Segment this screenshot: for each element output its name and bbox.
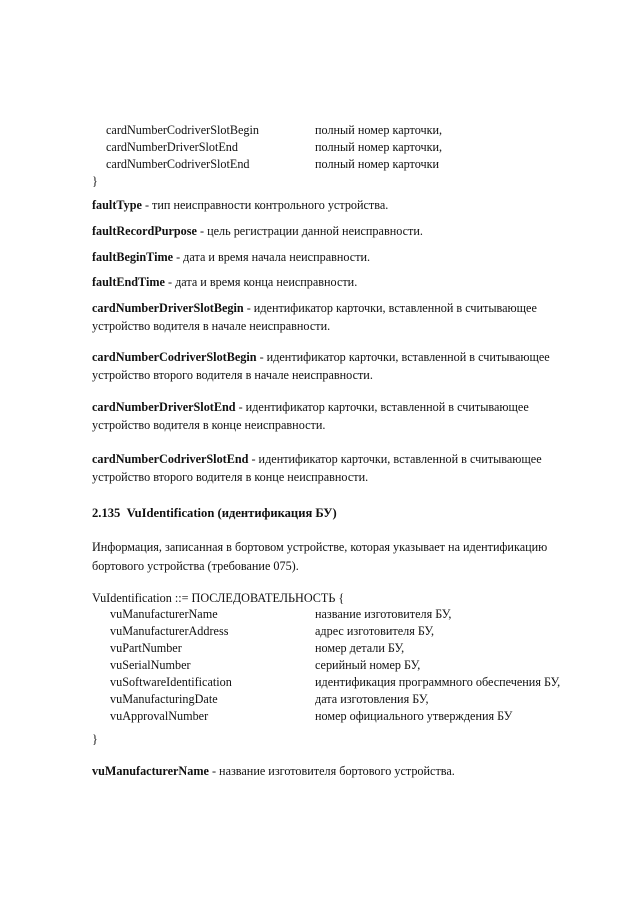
sequence-item <box>0 623 640 640</box>
definition-text: - идентификатор карточки, вставленной в считывающее <box>243 301 537 315</box>
definition-text-continued: устройство второго водителя в начале неисправности. <box>92 368 373 382</box>
definition-term: faultType <box>92 198 142 212</box>
field-name: vuPartNumber <box>110 641 182 655</box>
definition-paragraph <box>92 197 592 214</box>
definition-term: cardNumberCodriverSlotEnd <box>92 452 249 466</box>
definition-paragraph <box>92 249 592 266</box>
field-name: vuSerialNumber <box>110 658 191 672</box>
definition-text: - дата и время начала неисправности. <box>173 250 371 264</box>
definition-text: - название изготовителя бортового устройства. <box>208 764 455 778</box>
sequence-item <box>0 606 640 623</box>
definition-paragraph <box>92 300 592 335</box>
definition-text: - цель регистрации данной неисправности. <box>196 224 423 238</box>
field-description: полный номер карточки, <box>315 123 443 137</box>
definition-term: cardNumberDriverSlotEnd <box>92 400 236 414</box>
top-list-item <box>0 139 640 156</box>
definition-text: - идентификатор карточки, вставленной в считывающее <box>248 452 542 466</box>
field-description: номер детали БУ, <box>315 641 405 655</box>
top-list-item <box>0 122 640 139</box>
definition-paragraph <box>92 349 592 384</box>
definition-paragraph <box>92 274 592 291</box>
definition-term: vuManufacturerName <box>92 764 209 778</box>
definition-term: cardNumberDriverSlotBegin <box>92 301 244 315</box>
intro-line: Информация, записанная в бортовом устройстве, которая указывает на идентификацию <box>92 540 548 554</box>
field-name: vuManufacturingDate <box>110 692 218 706</box>
definition-paragraph <box>92 223 592 240</box>
definition-text: - идентификатор карточки, вставленной в считывающее <box>235 400 529 414</box>
definition-term: cardNumberCodriverSlotBegin <box>92 350 257 364</box>
closing-brace: } <box>92 174 98 188</box>
definition-paragraph <box>92 399 592 434</box>
definition-text: - дата и время конца неисправности. <box>164 275 358 289</box>
top-list-item <box>0 156 640 173</box>
intro-paragraph <box>92 539 612 575</box>
definition-term: faultBeginTime <box>92 250 174 264</box>
definition-text-continued: устройство водителя в конце неисправности. <box>92 418 326 432</box>
sequence-item <box>0 640 640 657</box>
field-name: cardNumberCodriverSlotBegin <box>106 123 259 137</box>
sequence-header: VuIdentification ::= ПОСЛЕДОВАТЕЛЬНОСТЬ { <box>92 591 345 605</box>
field-name: vuSoftwareIdentification <box>110 675 232 689</box>
intro-line: бортового устройства (требование 075). <box>92 559 299 573</box>
field-name: vuManufacturerName <box>110 607 218 621</box>
field-description: идентификация программного обеспечения БУ, <box>315 675 561 689</box>
definition-text: - идентификатор карточки, вставленной в считывающее <box>256 350 550 364</box>
definition-text: - тип неисправности контрольного устройства. <box>141 198 389 212</box>
definition-term: faultEndTime <box>92 275 165 289</box>
field-description: дата изготовления БУ, <box>315 692 429 706</box>
definition-term: faultRecordPurpose <box>92 224 197 238</box>
sequence-item <box>0 691 640 708</box>
field-name: cardNumberCodriverSlotEnd <box>106 157 250 171</box>
section-number: 2.135 <box>92 506 121 520</box>
definition-text-continued: устройство водителя в начале неисправности. <box>92 319 331 333</box>
field-description: полный номер карточки <box>315 157 440 171</box>
field-description: серийный номер БУ, <box>315 658 421 672</box>
field-description: полный номер карточки, <box>315 140 443 154</box>
field-name: vuApprovalNumber <box>110 709 209 723</box>
definition-text-continued: устройство второго водителя в конце неисправности. <box>92 470 369 484</box>
field-name: cardNumberDriverSlotEnd <box>106 140 238 154</box>
closing-brace: } <box>92 732 98 746</box>
field-name: vuManufacturerAddress <box>110 624 229 638</box>
sequence-item <box>0 708 640 725</box>
field-description: номер официального утверждения БУ <box>315 709 513 723</box>
field-description: название изготовителя БУ, <box>315 607 452 621</box>
definition-paragraph <box>92 763 592 780</box>
section-heading <box>92 505 337 522</box>
definition-paragraph <box>92 451 592 486</box>
sequence-item <box>0 674 640 691</box>
sequence-item <box>0 657 640 674</box>
section-title: VuIdentification (идентификация БУ) <box>126 506 337 520</box>
field-description: адрес изготовителя БУ, <box>315 624 435 638</box>
